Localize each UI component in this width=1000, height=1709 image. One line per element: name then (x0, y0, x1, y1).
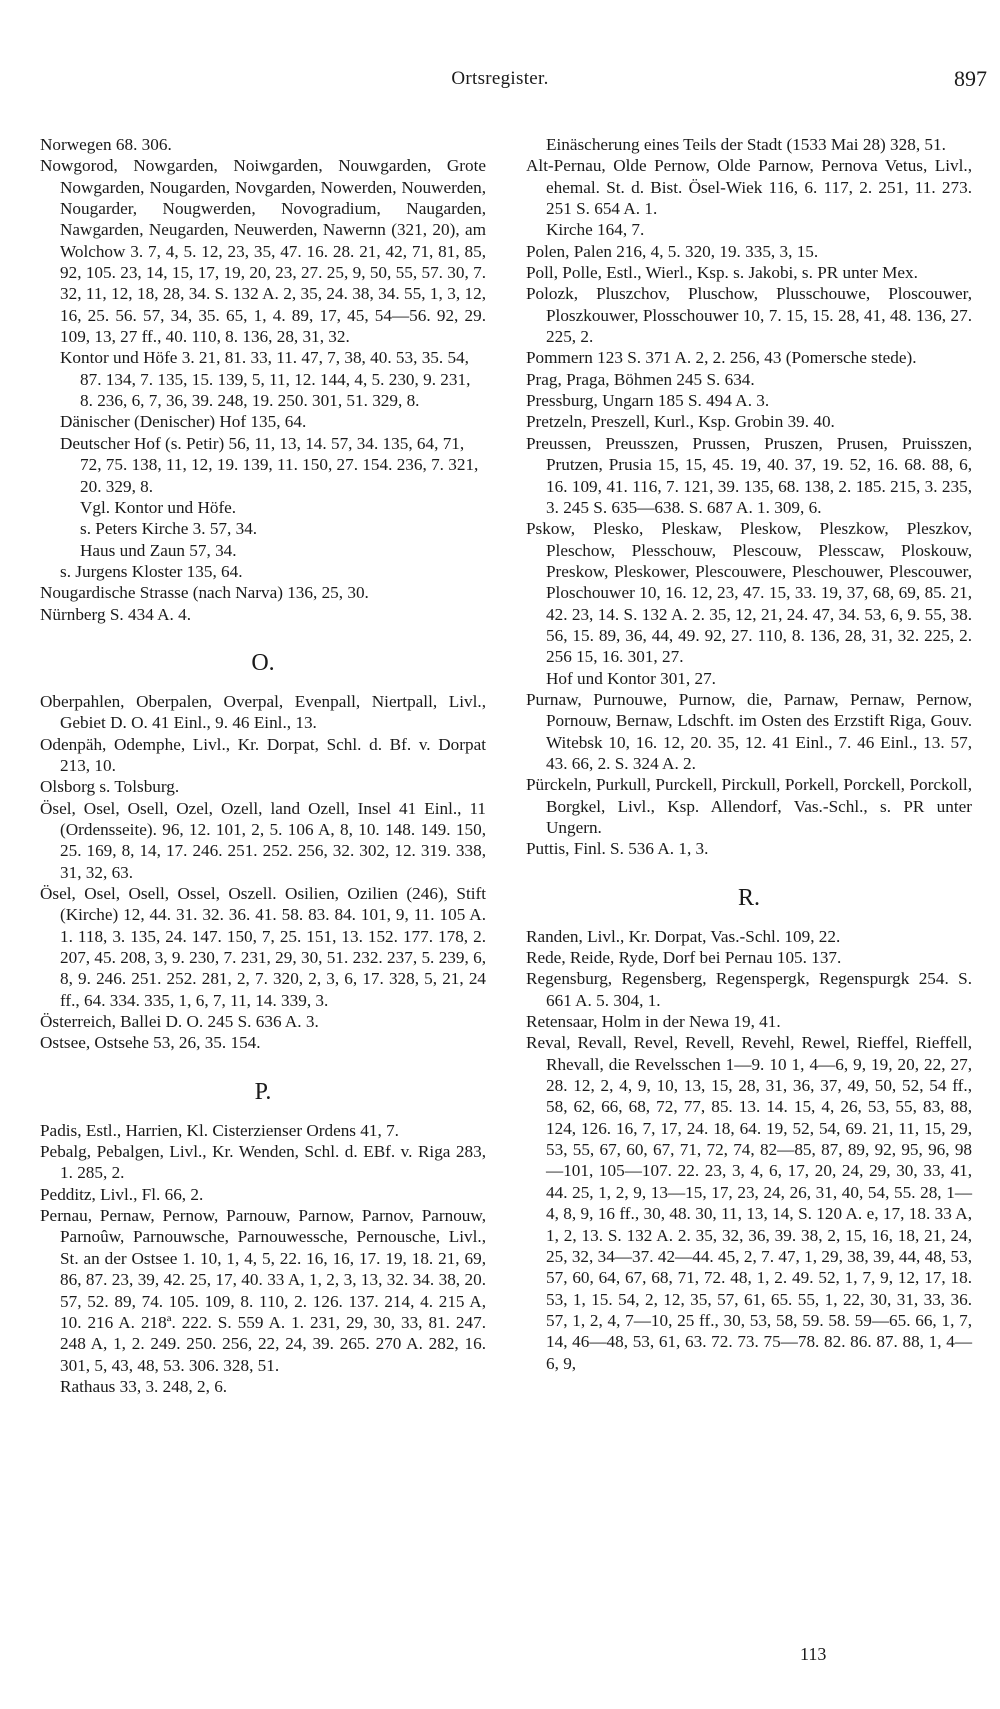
index-entry: Ösel, Osel, Osell, Ozel, Ozell, land Ozell, Insel 41 Einl., 11 (Ordensseite). 96, 12. 101, 2, 5. 106 A, 8, 10. 148. 149. 150, 25. 169, 8, 14, 17. 246. 251. 252. 256, 32. 302, 12. 319. 338, 31, 32, 63. (40, 798, 486, 882)
index-entry: Puttis, Finl. S. 536 A. 1, 3. (526, 839, 709, 859)
index-entry: Pernau, Pernaw, Pernow, Parnouw, Parnow, Parnov, Parnouw, Parnoûw, Parnouwsche, Parnouwessche, Pernousche, Livl., St. an der Ostsee 1. 10, 1, 4, 5, 22. 16, 16, 17. 19, 18. 21, 69, 86, 87. 23, 39, 42. 25, 17, 40. 33 A, 1, 2, 3, 13, 32. 34. 38, 20. 57, 52. 89, 74. 105. 109, 8. 110, 2. 126. 137. 214, 4. 215 A, 10. 216 A. 218ª. 222. S. 559 A. 1. 231, 29, 30, 33, 81. 247. 248 A, 1, 2. 249. 250. 256, 22, 24, 39. 265. 270 A. 282, 16. 301, 5, 43, 48, 53. 306. 328, 51. (40, 1206, 486, 1375)
index-entry: Purnaw, Purnouwe, Purnow, die, Parnaw, Pernaw, Pernow, Pornouw, Bernaw, Ldschft. im Osten des Erzstift Riga, Gouv. Witebsk 10, 16. 12, 20. 35, 12. 41 Einl., 7. 46 Einl., 13. 57, 43. 66, 2. S. 324 A. 2. (526, 689, 972, 773)
index-subentry: Einäscherung eines Teils der Stadt (1533 Mai 28) 328, 51. (546, 135, 946, 154)
index-entry: Rede, Reide, Ryde, Dorf bei Pernau 105. 137. (526, 948, 842, 968)
index-entry: Pebalg, Pebalgen, Livl., Kr. Wenden, Schl. d. EBf. v. Riga 283, 1. 285, 2. (40, 1142, 486, 1183)
index-entry: Pommern 123 S. 371 A. 2, 2. 256, 43 (Pomersche stede). (526, 348, 917, 368)
index-subentry: Kontor und Höfe 3. 21, 81. 33, 11. 47, 7, 38, 40. 53, 35. 54, 87. 134, 7. 135, 15. 139, 5, 11, 12. 144, 4, 5. 230, 9. 231, 8. 236, 6, 7, 36, 39. 248, 19. 250. 301, 51. 329, 8. (60, 348, 471, 411)
index-subentry: Rathaus 33, 3. 248, 2, 6. (60, 1376, 228, 1396)
index-entry: Nowgorod, Nowgarden, Noiwgarden, Nouwgarden, Grote Nowgarden, Nougarden, Novgarden, Nowerden, Nouwerden, Nougarder, Nougwerden, Novogradium, Naugarden, Nawgarden, Neugarden, Neuwerden, Nawernn (321, 20), am Wolchow 3. 7, 4, 5. 12, 23, 35, 47. 16. 28. 21, 42, 71, 81, 85, 92, 105. 23, 14, 15, 17, 19, 20, 23, 27. 25, 9, 50, 55, 57. 30, 7. 32, 11, 12, 18, 28, 34. S. 132 A. 2, 35, 24. 38, 34. 55, 1, 3, 12, 16, 25. 56. 57, 34, 35. 65, 1, 4. 89, 17, 45, 54—56. 92, 29. 109, 13, 27 ff., 40. 110, 8. 136, 28, 31, 32. (40, 156, 486, 347)
index-entry: Oberpahlen, Oberpalen, Overpal, Evenpall, Niertpall, Livl., Gebiet D. O. 41 Einl., 9. 46 Einl., 13. (40, 691, 486, 733)
index-entry: Polozk, Pluszchov, Pluschow, Plusschouwe, Ploscouwer, Ploszkouwer, Plosschouwer 10, 7. 15, 15. 28, 41, 48. 136, 27. 225, 2. (526, 284, 972, 347)
index-entry: Alt-Pernau, Olde Pernow, Olde Parnow, Pernova Vetus, Livl., ehemal. St. d. Bist. Ösel-Wiek 116, 6. 117, 2. 251, 11. 273. 251 S. 654 A. 1. (526, 156, 972, 219)
left-column (40, 134, 486, 1397)
index-entry: Reval, Revall, Revel, Revell, Revehl, Rewel, Rieffel, Rieffell, Rhevall, die Revelsschen 1—9. 10 1, 4—6, 9, 19, 20, 22, 27, 28. 12, 2, 4, 9, 10, 13, 15, 28, 31, 36, 37, 49, 50, 52, 54 ff., 58, 62, 66, 68, 72, 77, 85. 13. 14. 15, 4, 26, 53, 55, 83, 88, 124, 126. 16, 7, 17, 24. 18, 64. 19, 52, 54, 69. 21, 11, 15, 29, 53, 55, 67, 60, 67, 71, 72, 74, 82—85, 87, 89, 92, 95, 96, 98—101, 105—107. 22. 23, 3, 4, 6, 17, 20, 24, 29, 30, 33, 41, 44. 25, 1, 2, 9, 13—15, 17, 23, 24, 26, 31, 40, 54, 55. 28, 1—4, 8, 9, 16 ff., 30, 48. 30, 11, 13, 14, S. 120 A. e, 17, 18. 33 A, 1, 2, 13. S. 132 A. 2. 35, 32, 36, 39. 38, 2, 15, 16, 18, 21, 24, 25, 32, 34—37. 42—44. 45, 2, 7. 47, 1, 29, 38, 39, 44, 48, 53, 57, 60, 64, 67, 68, 71, 72. 48, 1, 2. 49. 52, 1, 7, 9, 12, 17, 18. 53, 1, 15. 54, 2, 12, 35, 57, 61, 65. 55, 1, 22, 30, 31, 33, 36. 57, 1, 2, 4, 7—10, 25 ff., 30, 53, 58, 59. 58. 59—65. 66, 1, 7, 14, 46—48, 53, 61, 63. 72. 73. 75—78. 82. 86. 87. 88, 1, 4—6, 9, (526, 1033, 972, 1373)
index-subentry: s. Jurgens Kloster 135, 64. (60, 561, 243, 581)
index-entry: Pskow, Plesko, Pleskaw, Pleskow, Pleszkow, Pleszkov, Pleschow, Plesschouw, Plescouw, Plesscaw, Ploskouw, Preskow, Pleskower, Plescouwere, Pleschouwer, Plescouwer, Ploschouwer 10, 16. 12, 23, 47. 15, 33. 19, 37, 68, 69, 85. 21, 42. 23, 14. S. 132 A. 2. 35, 12, 21, 24. 47, 34. 53, 6, 9. 55, 38. 56, 15. 89, 36, 44, 49. 92, 27. 110, 8. 136, 28, 31, 32. 225, 2. 256 15, 16. 301, 27. (526, 519, 972, 667)
signature-mark: 113 (800, 1644, 827, 1664)
index-entry: Nürnberg S. 434 A. 4. (40, 604, 192, 624)
index-subentry: Kirche 164, 7. (546, 220, 645, 240)
index-entry: Padis, Estl., Harrien, Kl. Cisterzienser Ordens 41, 7. (40, 1120, 399, 1140)
index-entry: Odenpäh, Odemphe, Livl., Kr. Dorpat, Schl. d. Bf. v. Dorpat 213, 10. (40, 734, 486, 775)
section-heading: O. (251, 649, 275, 676)
section-heading: R. (737, 884, 760, 911)
section-heading: P. (254, 1078, 272, 1105)
index-entry: Randen, Livl., Kr. Dorpat, Vas.-Schl. 109, 22. (526, 926, 841, 946)
index-entry: Nougardische Strasse (nach Narva) 136, 25, 30. (40, 583, 369, 603)
index-subentry: Hof und Kontor 301, 27. (546, 668, 716, 688)
index-subentry: Vgl. Kontor und Höfe. (80, 497, 237, 517)
index-entry: Olsborg s. Tolsburg. (40, 777, 180, 797)
index-entry: Regensburg, Regensberg, Regenspergk, Regenspurgk 254. S. 661 A. 5. 304, 1. (526, 969, 972, 1010)
index-entry: Pressburg, Ungarn 185 S. 494 A. 3. (526, 391, 770, 411)
index-entry: Pedditz, Livl., Fl. 66, 2. (40, 1184, 204, 1204)
index-entry: Norwegen 68. 306. (40, 135, 172, 154)
index-entry: Pretzeln, Preszell, Kurl., Ksp. Grobin 39. 40. (526, 412, 835, 432)
page-number: 897 (954, 66, 987, 91)
index-entry: Polen, Palen 216, 4, 5. 320, 19. 335, 3, 15. (526, 241, 819, 261)
index-entry: Retensaar, Holm in der Newa 19, 41. (526, 1012, 781, 1032)
index-entry: Prag, Praga, Böhmen 245 S. 634. (526, 369, 755, 389)
index-entry: Österreich, Ballei D. O. 245 S. 636 A. 3. (40, 1012, 319, 1032)
right-column (526, 134, 972, 1374)
index-subentry: Dänischer (Denischer) Hof 135, 64. (60, 412, 307, 432)
index-subentry: s. Peters Kirche 3. 57, 34. (80, 519, 258, 539)
index-entry: Ostsee, Ostsehe 53, 26, 35. 154. (40, 1033, 261, 1053)
index-entry: Pürckeln, Purkull, Purckell, Pirckull, Porkell, Porckell, Porckoll, Borgkel, Livl., Ksp. Allendorf, Vas.-Schl., s. PR unter Ungern. (526, 775, 972, 837)
index-subentry: Haus und Zaun 57, 34. (80, 540, 237, 560)
index-entry: Preussen, Preusszen, Prussen, Pruszen, Prusen, Pruisszen, Prutzen, Prusia 15, 15, 45. 19, 40. 37, 19. 52, 16. 68. 88, 6, 16. 109, 41. 116, 7. 121, 39. 135, 68. 138, 2. 185. 215, 3. 235, 3. 245 S. 635—638. S. 687 A. 1. 309, 6. (526, 433, 972, 517)
index-entry: Ösel, Osel, Osell, Ossel, Oszell. Osilien, Ozilien (246), Stift (Kirche) 12, 44. 31. 32. 36. 41. 58. 83. 84. 101, 9, 11. 105 A. 1. 118, 3. 135, 24. 147. 150, 7, 25. 151, 13. 152. 177. 178, 2. 207, 45. 208, 3, 9. 230, 7. 231, 29, 30, 51. 232. 237, 5. 239, 6, 8, 9. 246. 251. 252. 281, 2, 7. 320, 2, 3, 6, 17. 328, 5, 21, 24 ff., 64. 334. 335, 1, 6, 7, 11, 14. 339, 3. (40, 884, 486, 1010)
running-head: Ortsregister. (451, 68, 549, 89)
index-subentry: Deutscher Hof (s. Petir) 56, 11, 13, 14. 57, 34. 135, 64, 71, 72, 75. 138, 11, 12, 19. 139, 11. 150, 27. 154. 236, 7. 321, 20. 329, 8. (60, 433, 479, 496)
index-entry: Poll, Polle, Estl., Wierl., Ksp. s. Jakobi, s. PR unter Mex. (526, 263, 918, 283)
